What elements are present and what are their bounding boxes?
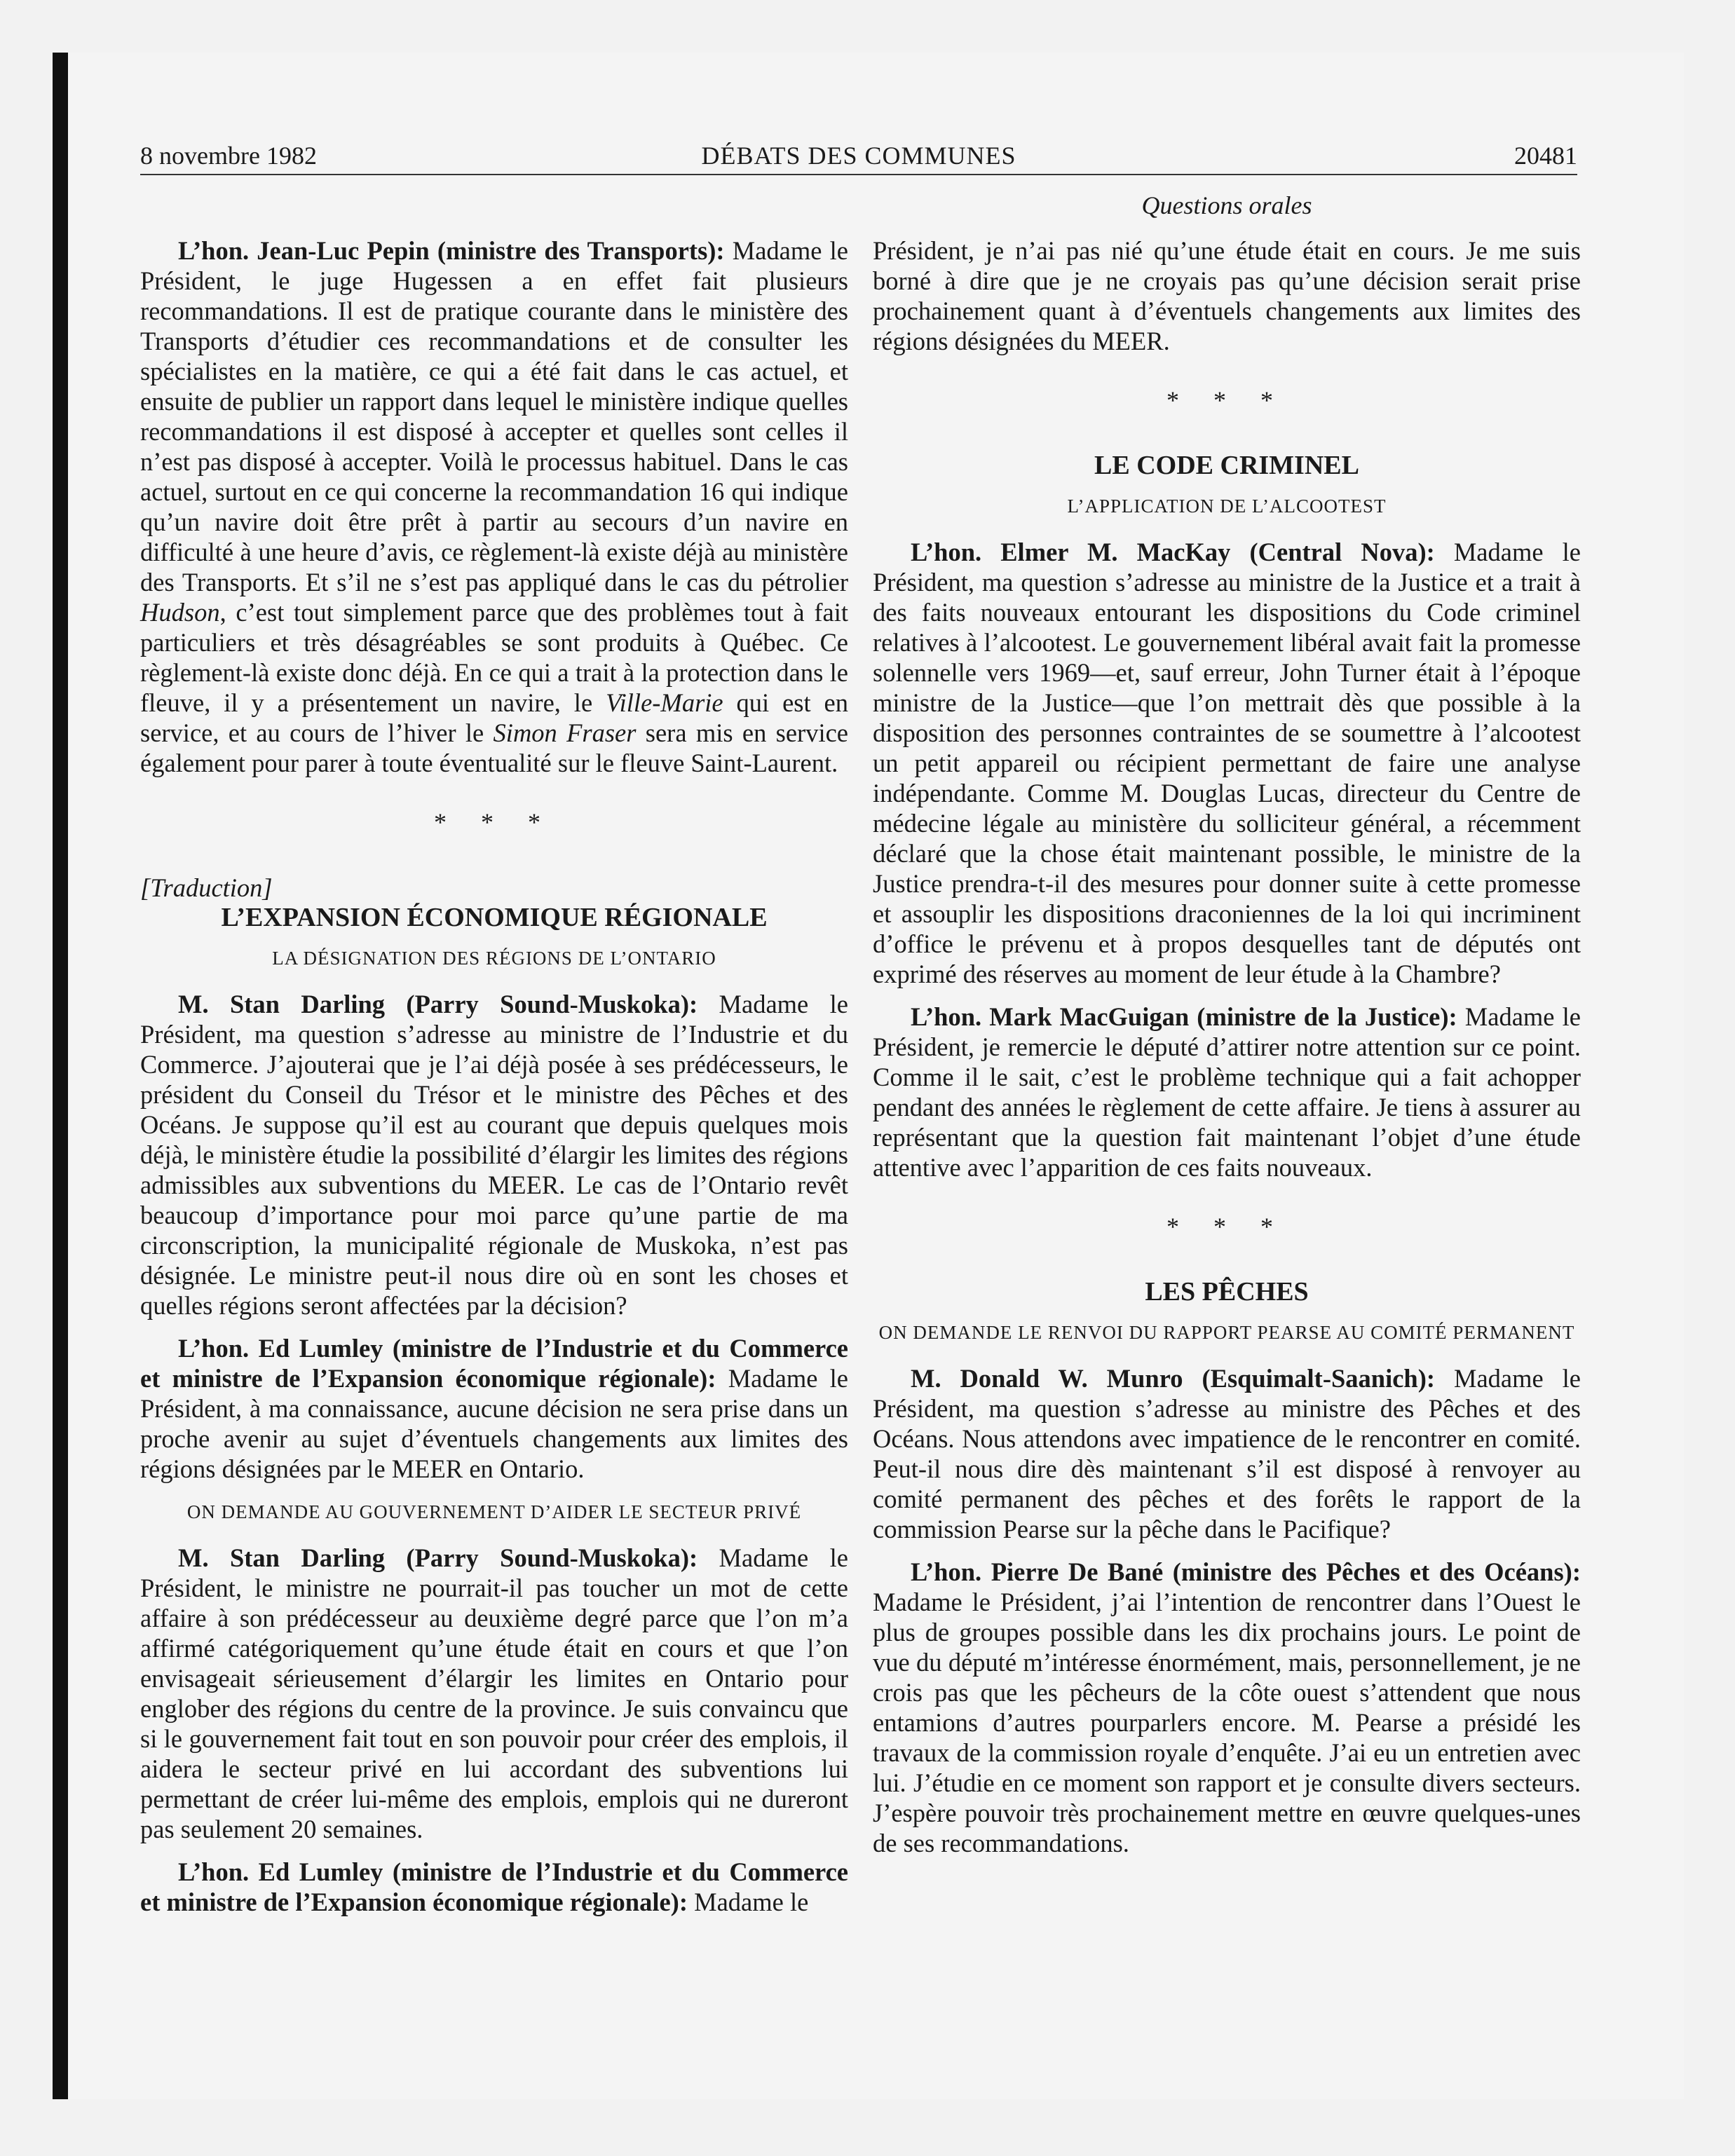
section-separator: * * * (1166, 1213, 1287, 1241)
paragraph-text: , c’est tout simplement parce que des problèmes tout à fait particuliers et très désagréables se sont produits à Québec. Ce règlement-là existe donc déjà. En ce qui a trait à la protection dans le fleuve, il y a présentement un navire, le (140, 598, 848, 717)
paragraph-text: Madame le Président, le juge Hugessen a en effet fait plusieurs recommandations. Il est de pratique courante dans le ministère des Transports d’étudier ces recommandations et de consulter les spécialistes en la matière, ce qui a été fait dans le cas actuel, et ensuite de publier un rapport dans lequel le ministère indique quelles recommandations il est disposé à accepter et quelles sont celles il n’est pas disposé à accepter. Voilà le processus habituel. Dans le cas actuel, surtout en ce qui concerne la recommandation 16 qui indique qu’un navire doit être prêt à partir au secours d’un navire en difficulté à une heure d’avis, ce règlement-là existe déjà au ministère des Transports. Et s’il ne s’est pas appliqué dans le cas du pétrolier (140, 236, 849, 596)
paragraph-text: Madame le Président, ma question s’adresse au ministre de l’Industrie et du Commerce. J’ajouterai que je l’ai déjà posée à ses prédécesseurs, le président du Conseil du Trésor et le ministre des Pêches et des Océans. Je suppose qu’il est au courant que depuis quelques mois déjà, le ministère étudie la possibilité d’élargir les limites des régions admissibles aux subventions du MEER. Le cas de l’Ontario revêt beaucoup d’importance pour moi parce qu’une partie de ma circonscription, la municipalité régionale de Muskoka, n’est pas désignée. Le ministre peut-il nous dire où en sont les choses et quelles régions seront affectées par la décision? (140, 990, 848, 1320)
traduction-label: [Traduction] (140, 873, 273, 902)
paragraph-text: Madame le Président, à ma connaissance, aucune décision ne sera prise dans un proche avenir au sujet d’éventuels changements aux limites des régions désignées par le MEER en Ontario. (140, 1364, 848, 1483)
speaker-name: M. Donald W. Munro (Esquimalt-Saanich): (911, 1364, 1436, 1393)
paragraph-darling-1 (140, 989, 848, 1321)
paragraph-pepin (140, 236, 848, 778)
left-column (140, 236, 848, 1930)
section-subheading: LA DÉSIGNATION DES RÉGIONS DE L’ONTARIO (272, 948, 716, 969)
speaker-name: M. Stan Darling (Parry Sound-Muskoka): (178, 1543, 698, 1572)
speaker-name: L’hon. Mark MacGuigan (ministre de la Justice): (911, 1002, 1457, 1031)
ship-name: Hudson (140, 598, 220, 627)
paragraph-text: qui est en service, et au cours de l’hiver le (140, 688, 848, 747)
paragraph-text: Madame le Président, je remercie le député d’attirer notre attention sur ce point. Comme il le sait, c’est le problème technique qui a fait achopper pendant des années le règlement de cette affaire. Je tiens à assurer au représentant que la question fait maintenant l’objet d’une étude attentive avec l’apparition de ces faits nouveaux. (873, 1002, 1581, 1182)
speaker-name: L’hon. Ed Lumley (ministre de l’Industrie et du Commerce et ministre de l’Expansion économique régionale): (140, 1857, 848, 1916)
section-separator: * * * (434, 808, 554, 836)
paragraph-debane (873, 1557, 1581, 1858)
paragraph-text: Madame le Président, le ministre ne pourrait-il pas toucher un mot de cette affaire à son prédécesseur au deuxième degré parce que l’on m’a affirmé catégoriquement qu’une étude était en cours et que l’on envisageait sérieusement d’élargir les limites en Ontario pour englober des régions du centre de la province. Je suis convaincu que si le gouvernement fait tout en son pouvoir pour créer des emplois, il aidera le secteur privé en lui accordant des subventions lui permettant de créer lui-même des emplois, emplois qui ne dureront pas seulement 20 semaines. (140, 1543, 848, 1843)
speaker-name: M. Stan Darling (Parry Sound-Muskoka): (178, 990, 698, 1018)
speaker-name: L’hon. Ed Lumley (ministre de l’Industrie et du Commerce et ministre de l’Expansion économique régionale): (140, 1334, 848, 1393)
section-heading: LE CODE CRIMINEL (1094, 451, 1359, 480)
paragraph-munro (873, 1363, 1581, 1544)
speaker-name: L’hon. Jean-Luc Pepin (ministre des Transports): (178, 236, 725, 265)
paragraph-text: Madame le Président, ma question s’adresse au ministre de la Justice et a trait à des faits nouveaux entourant les dispositions du Code criminel relatives à l’alcootest. Le gouvernement libéral avait fait la promesse solennelle vers 1969—et, sauf erreur, John Turner était à l’époque ministre de la Justice—que l’on mettrait dès que possible à la disposition des personnes contraintes de se soumettre à l’alcootest un petit appareil ou récipient permettant de faire une analyse indépendante. Comme M. Douglas Lucas, directeur du Centre de médecine légale au ministère du solliciteur général, a récemment déclaré que la chose était maintenant possible, le ministre de la Justice prendra-t-il des mesures pour donner suite à cette promesse et assouplir les dispositions draconiennes de la loi qui incriminent d’office le prévenu et à propos desquelles tant de députés ont exprimé des réserves au moment de leur étude à la Chambre? (873, 538, 1581, 988)
right-column (873, 236, 1581, 1871)
page-header (140, 140, 1577, 175)
ship-name: Ville-Marie (606, 688, 723, 717)
paragraph-continuation: Président, je n’ai pas nié qu’une étude était en cours. Je me suis borné à dire que je ne croyais pas qu’une décision serait prise prochainement quant à d’éventuels changements aux limites des régions désignées du MEER. (873, 236, 1581, 355)
paragraph-lumley-2 (140, 1857, 848, 1917)
paragraph-text: Madame le Président, ma question s’adresse au ministre des Pêches et des Océans. Nous attendons avec impatience de le rencontrer en comité. Peut-il nous dire dès maintenant s’il est disposé à renvoyer au comité permanent des pêches et des forêts le rapport de la commission Pearse sur la pêche dans le Pacifique? (873, 1364, 1581, 1543)
header-date: 8 novembre 1982 (140, 142, 317, 170)
section-subheading: ON DEMANDE AU GOUVERNEMENT D’AIDER LE SECTEUR PRIVÉ (186, 1501, 802, 1522)
paragraph-mackay (873, 537, 1581, 989)
section-subheading: L’APPLICATION DE L’ALCOOTEST (1067, 496, 1387, 517)
paragraph-macguigan (873, 1002, 1581, 1182)
paragraph-text: Madame le (688, 1888, 809, 1916)
speaker-name: L’hon. Pierre De Bané (ministre des Pêches et des Océans): (911, 1557, 1581, 1586)
header-page-number: 20481 (1514, 142, 1577, 170)
section-heading: LES PÊCHES (1145, 1277, 1309, 1306)
section-label: Questions orales (1141, 191, 1312, 219)
section-subheading: ON DEMANDE LE RENVOI DU RAPPORT PEARSE AU COMITÉ PERMANENT (878, 1322, 1575, 1343)
paragraph-text: Madame le Président, j’ai l’intention de rencontrer dans l’Ouest le plus de groupes possible dans les dix prochains jours. Le point de vue du député m’intéresse énormément, mais, personnellement, je ne crois pas que les pêcheurs de la côte ouest s’attendent que nous entamions d’autres pourparlers encore. M. Pearse a présidé les travaux de la commission royale d’enquête. J’ai eu un entretien avec lui. J’étudie en ce moment son rapport et je consulte divers secteurs. J’espère pouvoir très prochainement mettre en œuvre quelques-unes de ses recommandations. (873, 1588, 1581, 1857)
ship-name: Simon Fraser (493, 718, 637, 747)
scan-edge (53, 53, 68, 2099)
paragraph-darling-2 (140, 1543, 848, 1844)
section-separator: * * * (1166, 386, 1287, 414)
paragraph-text: sera mis en service également pour parer à toute éventualité sur le fleuve Saint-Laurent. (140, 718, 848, 777)
section-heading: L’EXPANSION ÉCONOMIQUE RÉGIONALE (221, 903, 768, 932)
header-title: DÉBATS DES COMMUNES (701, 142, 1016, 170)
paragraph-lumley-1 (140, 1333, 848, 1484)
speaker-name: L’hon. Elmer M. MacKay (Central Nova): (911, 538, 1435, 566)
